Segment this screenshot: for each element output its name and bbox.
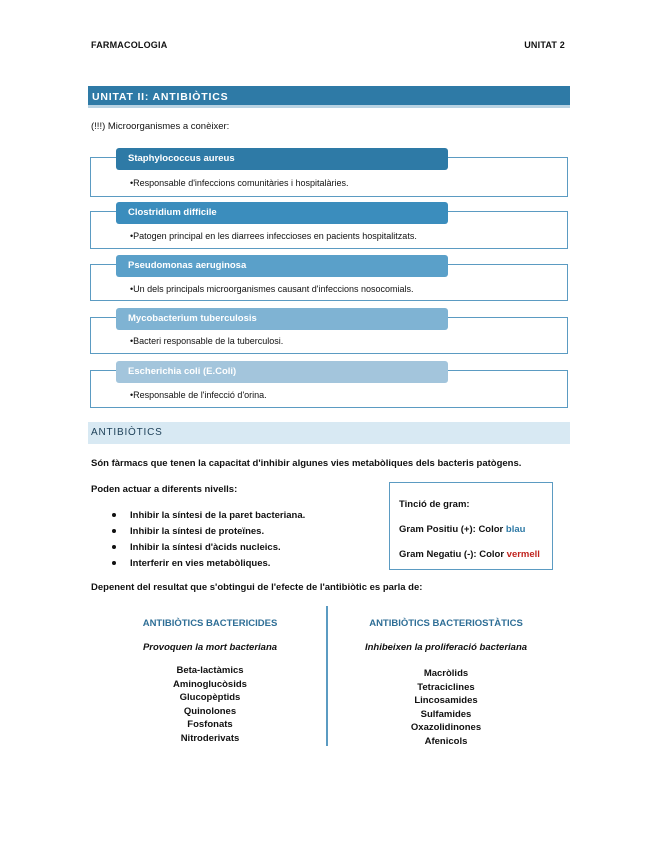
gram-positive-label: Gram Positiu (+): Color: [399, 524, 506, 535]
organism-desc: •Responsable de l'infecció d'orina.: [130, 390, 267, 400]
bacteriostatics-subtitle: Inhibeixen la proliferació bacteriana: [364, 642, 528, 653]
organism-name: Escherichia coli (E.Coli): [116, 361, 448, 383]
gram-negative-label: Gram Negatiu (-): Color: [399, 549, 507, 560]
gram-negative: [399, 549, 540, 560]
organism-name: Mycobacterium tuberculosis: [116, 308, 448, 330]
organism-desc: •Patogen principal en les diarrees infeccioses en pacients hospitalitzats.: [130, 231, 417, 241]
bactericides-list: [110, 664, 310, 745]
bacteriostatics-title: ANTIBIÒTICS BACTERIOSTÀTICS: [369, 618, 523, 629]
bullet-dot: [112, 561, 116, 565]
level-item: Inhibir la síntesi d'àcids nucleics.: [130, 542, 281, 553]
level-item: Inhibir la síntesi de la paret bacteriana.: [130, 510, 306, 521]
antibiotic-class-item: Fosfonats: [187, 719, 233, 730]
antibiotic-class-item: Afenicols: [424, 735, 468, 747]
section-title-unitat: UNITAT II: ANTIBIÒTICS: [88, 86, 570, 108]
antibiotic-class-item: Sulfamides: [420, 708, 472, 720]
bactericides-column: [110, 618, 310, 745]
antibiotic-class-item: Tetraciclines: [417, 681, 475, 693]
organism-desc: •Responsable d'infeccions comunitàries i hospitalàries.: [130, 178, 349, 188]
antibiotic-class-item: Oxazolidinones: [410, 722, 482, 733]
bullet-dot: [112, 545, 116, 549]
gram-negative-color: vermell: [506, 549, 540, 560]
bactericides-subtitle: Provoquen la mort bacteriana: [142, 642, 278, 653]
gram-title: Tinció de gram:: [399, 499, 470, 510]
organism-desc: •Bacteri responsable de la tuberculosi.: [130, 336, 284, 346]
antibiotic-class-item: Macròlids: [423, 668, 469, 679]
definition-text: Són fàrmacs que tenen la capacitat d'inhibir algunes vies metabòliques dels bacteris patògens.: [91, 458, 522, 469]
bacteriostatics-column: [340, 618, 552, 748]
gram-positive: [399, 524, 525, 535]
bactericides-title: ANTIBIÒTICS BACTERICIDES: [142, 618, 278, 629]
bullet-dot: [112, 529, 116, 533]
gram-stain-box: [389, 482, 553, 570]
organism-name: Clostridium difficile: [116, 202, 448, 224]
section-title-antibiotics: ANTIBIÒTICS: [88, 422, 570, 444]
bullet-dot: [112, 513, 116, 517]
level-item: Inhibir la síntesi de proteïnes.: [130, 526, 265, 537]
antibiotic-class-item: Quinolones: [183, 705, 237, 717]
column-divider: [326, 606, 328, 746]
header-right: UNITAT 2: [524, 40, 565, 50]
antibiotic-class-item: Nitroderivats: [180, 732, 240, 744]
antibiotic-class-item: Beta-lactàmics: [176, 665, 244, 676]
intro-text: (!!!) Microorganismes a conèixer:: [91, 121, 230, 132]
antibiotic-class-item: Glucopèptids: [179, 692, 241, 703]
header-left: FARMACOLOGIA: [91, 40, 168, 50]
organism-desc: •Un dels principals microorganismes causant d'infeccions nosocomials.: [130, 284, 414, 294]
organism-name: Pseudomonas aeruginosa: [116, 255, 448, 277]
antibiotic-class-item: Lincosamides: [414, 695, 478, 706]
bacteriostatics-list: [340, 667, 552, 748]
levels-intro: Poden actuar a diferents nivells:: [91, 484, 238, 495]
antibiotic-class-item: Aminoglucòsids: [173, 678, 247, 690]
level-item: Interferir en vies metabòliques.: [130, 558, 271, 569]
organism-name: Staphylococcus aureus: [116, 148, 448, 170]
gram-positive-color: blau: [505, 524, 526, 535]
effect-intro: Depenent del resultat que s'obtingui de l'efecte de l'antibiòtic es parla de:: [91, 582, 423, 593]
